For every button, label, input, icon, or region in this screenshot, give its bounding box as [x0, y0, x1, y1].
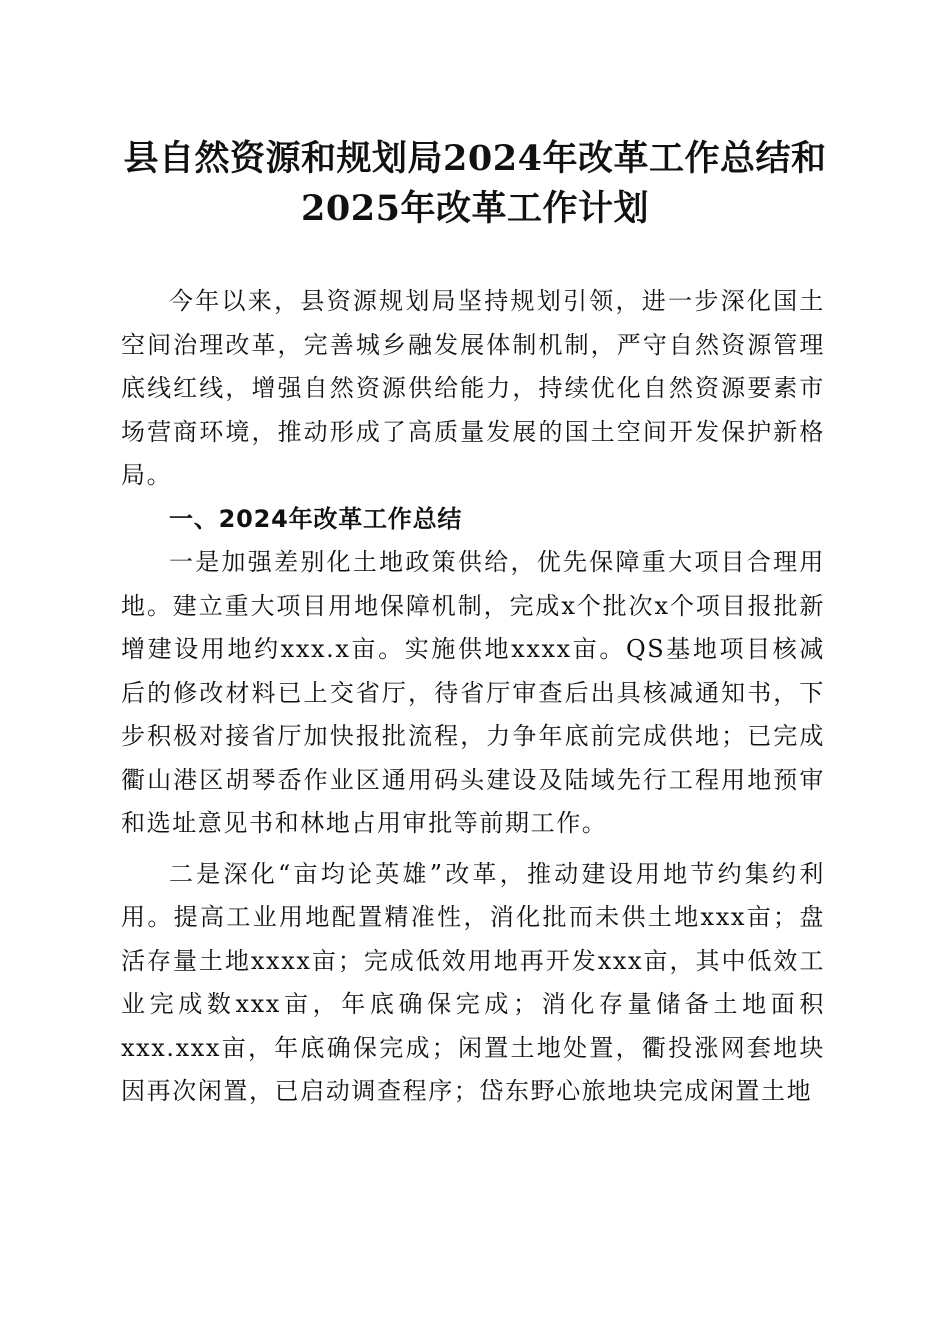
document-body — [121, 280, 825, 1114]
intro-paragraph: 今年以来，县资源规划局坚持规划引领，进一步深化国土空间治理改革，完善城乡融发展体制机制，严守自然资源管理底线红线，增强自然资源供给能力，持续优化自然资源要素市场营商环境，推动形成了高质量发展的国土空间开发保护新格局。 — [121, 287, 825, 489]
document-title — [100, 134, 850, 234]
title-line-1: 县自然资源和规划局2024年改革工作总结和 — [123, 138, 827, 179]
section-heading: 一、2024年改革工作总结 — [169, 504, 463, 533]
paragraph-1: 一是加强差别化土地政策供给，优先保障重大项目合理用地。建立重大项目用地保障机制，完成x个批次x个项目报批新增建设用地约xxx.x亩。实施供地xxxx亩。QS基地项目核减后的修改材料已上交省厅，待省厅审查后出具核减通知书，下步积极对接省厅加快报批流程，力争年底前完成供地；已完成衢山港区胡琴岙作业区通用码头建设及陆域先行工程用地预审和选址意见书和林地占用审批等前期工作。 — [121, 548, 825, 837]
title-line-2: 2025年改革工作计划 — [301, 188, 649, 229]
paragraph-2: 二是深化“亩均论英雄”改革，推动建设用地节约集约利用。提高工业用地配置精准性，消化批而未供土地xxx亩；盘活存量土地xxxx亩；完成低效用地再开发xxx亩，其中低效工业完成数xxx亩，年底确保完成；消化存量储备土地面积xxx.xxx亩，年底确保完成；闲置土地处置，衢投涨网套地块因再次闲置，已启动调查程序；岱东野心旅地块完成闲置土地 — [121, 859, 825, 1105]
